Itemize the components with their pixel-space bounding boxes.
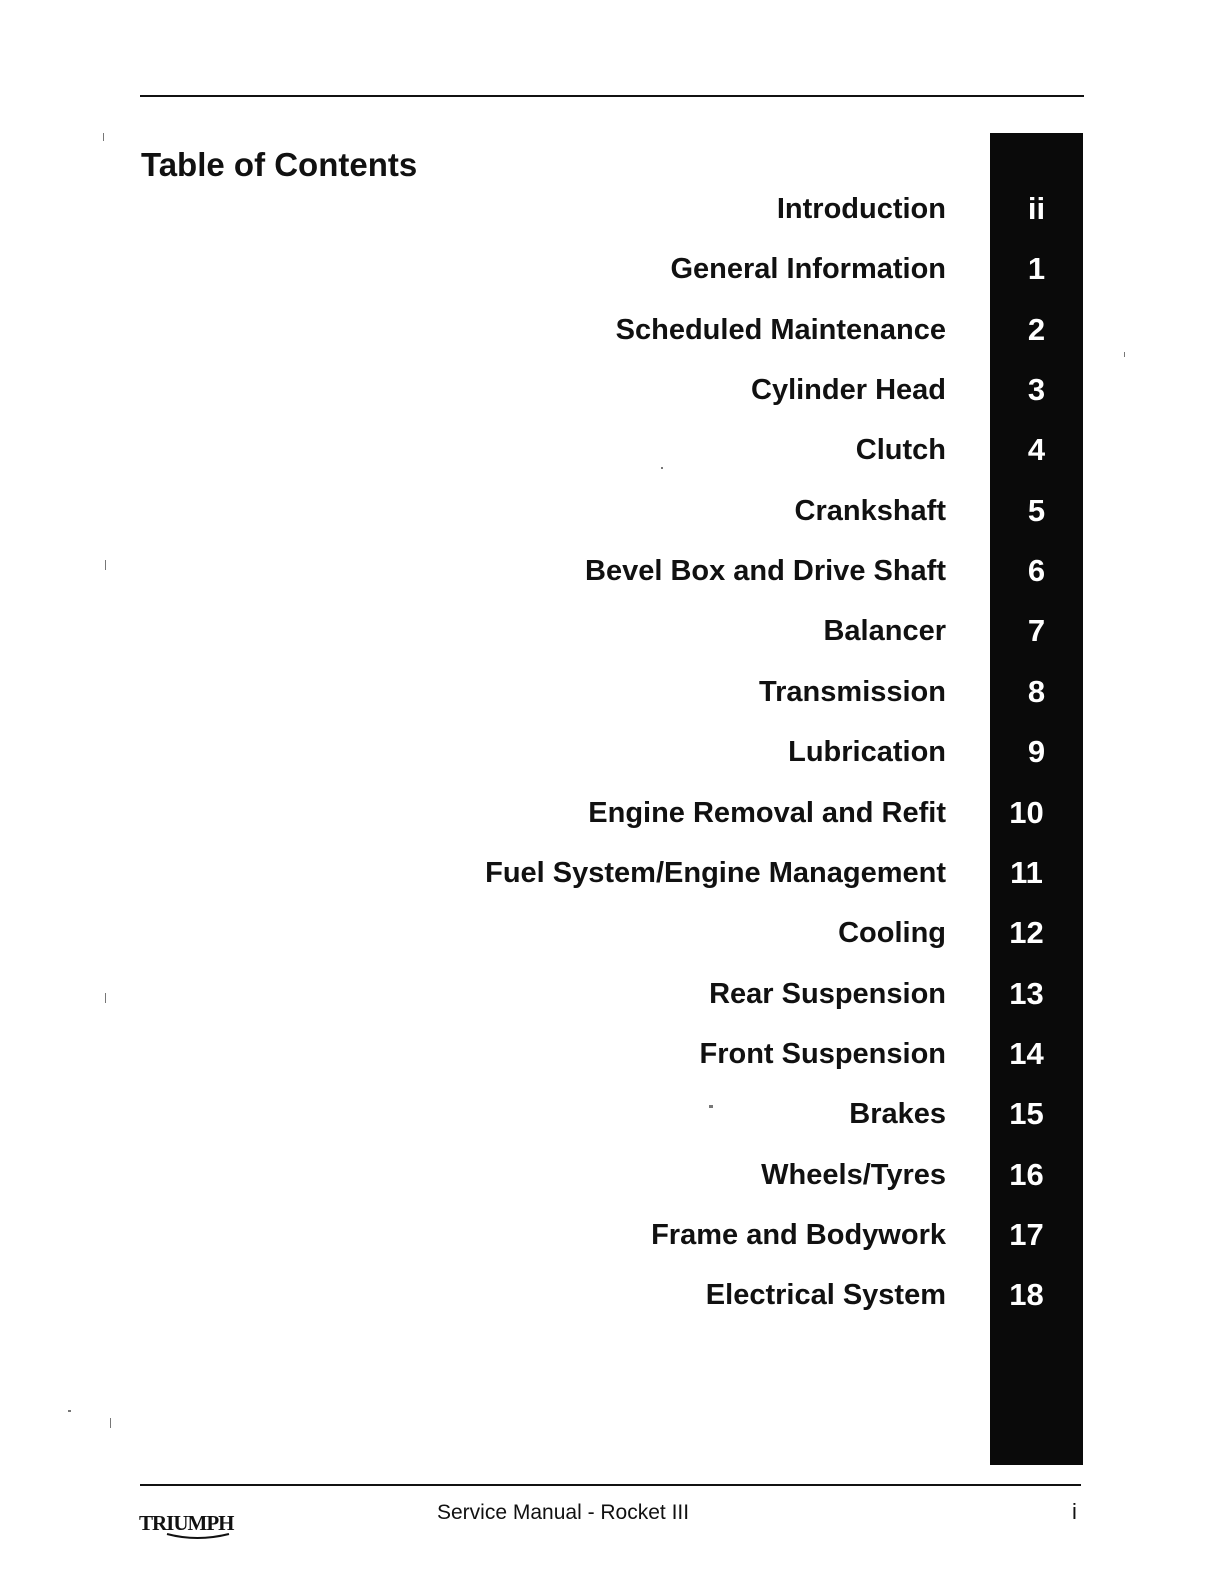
scan-speck — [661, 467, 663, 469]
toc-list — [300, 0, 1090, 1400]
scan-speck — [709, 1105, 713, 1108]
toc-entry — [300, 1092, 1090, 1136]
toc-entry-number: ii — [1027, 191, 1046, 226]
toc-entry-number: 12 — [1009, 915, 1044, 951]
toc-entry-number: 14 — [1009, 1035, 1044, 1071]
toc-entry-number: 15 — [1009, 1096, 1044, 1132]
toc-entry-number: 11 — [1010, 854, 1043, 890]
toc-entry-title: Balancer — [823, 615, 946, 648]
toc-entry-title: Brakes — [849, 1098, 946, 1131]
toc-entry — [300, 730, 1090, 774]
toc-entry-number: 6 — [1027, 553, 1046, 589]
page-number: i — [1072, 1499, 1077, 1524]
toc-entry — [300, 549, 1090, 593]
toc-entry-number: 7 — [1027, 613, 1046, 649]
toc-entry-number: 10 — [1009, 794, 1044, 830]
toc-entry — [300, 247, 1090, 291]
toc-entry — [300, 308, 1090, 352]
manual-title: Service Manual - Rocket III — [437, 1501, 690, 1524]
toc-entry — [300, 1213, 1090, 1257]
toc-entry — [300, 851, 1090, 895]
triumph-logo-text: TRIUMPH — [139, 1511, 234, 1535]
toc-entry-title: Transmission — [759, 675, 946, 708]
toc-entry-title: Engine Removal and Refit — [588, 796, 946, 829]
scan-speck — [1124, 352, 1125, 357]
toc-entry-title: Fuel System/Engine Management — [485, 856, 946, 889]
scan-speck — [68, 1410, 71, 1412]
bottom-rule — [140, 1484, 1081, 1486]
toc-entry — [300, 1032, 1090, 1076]
toc-entry-number: 18 — [1009, 1277, 1044, 1313]
toc-entry — [300, 1153, 1090, 1197]
triumph-logo — [137, 1506, 261, 1542]
page-title: Table of Contents — [141, 146, 418, 184]
toc-entry-number: 9 — [1027, 734, 1046, 770]
toc-entry-number: 1 — [1027, 251, 1046, 287]
toc-entry-title: Cylinder Head — [751, 374, 946, 407]
toc-entry-title: Cooling — [838, 917, 946, 950]
toc-entry-number: 2 — [1027, 311, 1046, 347]
toc-entry-number: 3 — [1027, 372, 1046, 408]
toc-entry — [300, 368, 1090, 412]
toc-entry — [300, 1273, 1090, 1317]
toc-entry-title: Wheels/Tyres — [761, 1158, 946, 1191]
toc-entry — [300, 911, 1090, 955]
toc-entry-title: Clutch — [855, 434, 946, 467]
toc-entry-number: 4 — [1027, 432, 1046, 468]
toc-entry-title: Introduction — [776, 193, 946, 225]
toc-entry-title: Rear Suspension — [709, 977, 946, 1010]
toc-entry — [300, 428, 1090, 472]
toc-entry — [300, 609, 1090, 653]
toc-entry-number: 5 — [1027, 492, 1046, 528]
toc-entry — [300, 187, 1090, 231]
toc-entry-title: Bevel Box and Drive Shaft — [585, 555, 946, 588]
toc-entry — [300, 670, 1090, 714]
toc-entry — [300, 791, 1090, 835]
toc-entry-title: Electrical System — [705, 1279, 946, 1312]
toc-entry-title: General Information — [670, 253, 946, 286]
toc-entry-title: Front Suspension — [699, 1037, 946, 1070]
scan-speck — [105, 560, 106, 570]
toc-entry — [300, 972, 1090, 1016]
toc-entry-title: Crankshaft — [794, 494, 946, 527]
scan-speck — [105, 993, 106, 1003]
toc-entry-title: Lubrication — [788, 736, 946, 769]
toc-entry-title: Frame and Bodywork — [651, 1218, 946, 1251]
toc-entry-number: 16 — [1009, 1156, 1044, 1192]
scan-speck — [103, 133, 104, 141]
toc-entry-title: Scheduled Maintenance — [615, 313, 946, 346]
toc-entry-number: 17 — [1009, 1216, 1044, 1252]
toc-entry-number: 8 — [1027, 673, 1046, 709]
toc-entry-number: 13 — [1009, 975, 1044, 1011]
scan-speck — [110, 1418, 111, 1428]
toc-entry — [300, 489, 1090, 533]
